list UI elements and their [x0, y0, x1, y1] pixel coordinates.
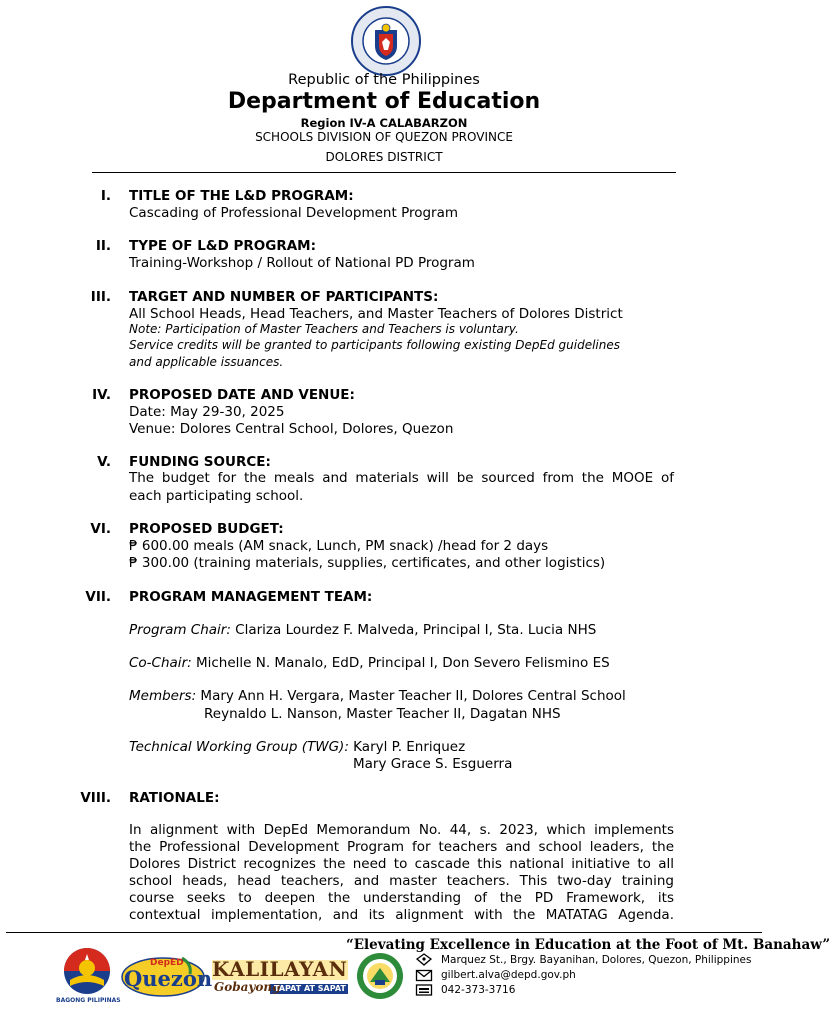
region-line: Region IV-A CALABARZON — [300, 116, 468, 130]
participation-note: Note: Participation of Master Teachers and Teachers is voluntary. — [129, 322, 519, 336]
section-number: III. — [90, 289, 111, 305]
section-heading: PROPOSED BUDGET: — [129, 521, 284, 537]
members-label: Members: — [129, 688, 197, 704]
bagong-pilipinas-caption: BAGONG PILIPINAS — [56, 997, 121, 1004]
section-heading: PROGRAM MANAGEMENT TEAM: — [129, 589, 373, 605]
section-number: V. — [97, 454, 111, 470]
dolores-district-seal — [356, 952, 404, 1000]
bagong-pilipinas-logo — [56, 946, 121, 1004]
section-number: IV. — [92, 387, 111, 403]
funding-text-cont: each participating school. — [129, 488, 304, 504]
deped-quezon-main-text: Quezon — [124, 966, 213, 991]
members-line — [129, 688, 626, 704]
section-number: VII. — [85, 589, 111, 605]
department-title: Department of Education — [227, 89, 541, 114]
funding-text: The budget for the meals and materials will be sourced from the MOOE of — [129, 470, 674, 486]
co-chair-label: Co-Chair: — [129, 655, 192, 671]
budget-materials: ₱ 300.00 (training materials, supplies, certificates, and other logistics) — [129, 555, 606, 571]
budget-meals: ₱ 600.00 meals (AM snack, Lunch, PM snack) /head for 2 days — [129, 538, 549, 554]
kalilayan-main-text: KALILAYAN — [212, 957, 348, 981]
section-heading: TYPE OF L&D PROGRAM: — [129, 238, 317, 254]
section-text: All School Heads, Head Teachers, and Master Teachers of Dolores District — [129, 306, 623, 322]
district-line: DOLORES DISTRICT — [325, 150, 443, 164]
rationale-line: school heads, head teachers, and master teachers. This two-day training — [129, 873, 674, 889]
date-text: Date: May 29-30, 2025 — [129, 404, 285, 420]
co-chair-name: Michelle N. Manalo, EdD, Principal I, Don Severo Felismino ES — [191, 655, 610, 671]
rationale-line: Dolores District recognizes the need to cascade this national initiative to all — [129, 856, 674, 872]
co-chair-line — [129, 655, 610, 671]
program-chair-name: Clariza Lourdez F. Malveda, Principal I, Sta. Lucia NHS — [230, 622, 597, 638]
section-heading: RATIONALE: — [129, 790, 220, 806]
footer-address: Marquez St., Brgy. Bayanihan, Dolores, Quezon, Philippines — [441, 954, 752, 966]
section-heading: TITLE OF THE L&D PROGRAM: — [129, 188, 354, 204]
program-chair-label: Program Chair: — [129, 622, 231, 638]
section-number: I. — [100, 188, 111, 204]
section-number: VI. — [90, 521, 111, 537]
rationale-line: the Professional Development Program for teachers and school leaders, the — [129, 839, 674, 855]
deped-quezon-top-text: DepED — [150, 958, 184, 968]
republic-line: Republic of the Philippines — [288, 72, 480, 88]
footer-divider — [6, 932, 762, 933]
email-icon — [415, 969, 433, 982]
section-text: Training-Workshop / Rollout of National PD Program — [129, 255, 475, 271]
twg-member: Karyl P. Enriquez — [348, 739, 466, 755]
section-number: II. — [95, 238, 111, 254]
footer-motto: “Elevating Excellence in Education at the Foot of Mt. Banahaw” — [346, 937, 830, 953]
twg-label: Technical Working Group (TWG): — [129, 739, 349, 755]
service-credit-note: Service credits will be granted to participants following existing DepEd guidelines — [129, 338, 620, 352]
footer-phone: 042-373-3716 — [441, 984, 516, 996]
section-heading: PROPOSED DATE AND VENUE: — [129, 387, 355, 403]
deped-seal-logo — [351, 6, 421, 76]
division-line: SCHOOLS DIVISION OF QUEZON PROVINCE — [255, 130, 513, 144]
kalilayan-sub-text: TAPAT AT SAPAT — [274, 984, 346, 993]
member-name: Mary Ann H. Vergara, Master Teacher II, Dolores Central School — [196, 688, 626, 704]
phone-icon — [415, 983, 433, 996]
header-divider — [92, 172, 676, 173]
footer-email[interactable]: gilbert.alva@depd.gov.ph — [441, 969, 576, 981]
rationale-line: In alignment with DepEd Memorandum No. 44, s. 2023, which implements — [129, 822, 674, 838]
twg-member: Mary Grace S. Esguerra — [353, 756, 513, 772]
section-heading: FUNDING SOURCE: — [129, 454, 271, 470]
section-heading: TARGET AND NUMBER OF PARTICIPANTS: — [129, 289, 439, 305]
venue-text: Venue: Dolores Central School, Dolores, Quezon — [129, 421, 454, 437]
twg-line — [129, 739, 465, 755]
section-number: VIII. — [80, 790, 111, 806]
program-chair-line — [129, 622, 596, 638]
member-name: Reynaldo L. Nanson, Master Teacher II, Dagatan NHS — [204, 706, 561, 722]
kalilayan-script-text: Gobayong — [214, 980, 281, 994]
location-icon — [415, 953, 433, 966]
section-text: Cascading of Professional Development Program — [129, 205, 459, 221]
rationale-line: contextual implementation, and its alignment with the MATATAG Agenda. — [129, 907, 674, 923]
rationale-line: course seeks to deepen the understanding of the PD Framework, its — [129, 890, 674, 906]
service-credit-note-cont: and applicable issuances. — [129, 355, 284, 369]
